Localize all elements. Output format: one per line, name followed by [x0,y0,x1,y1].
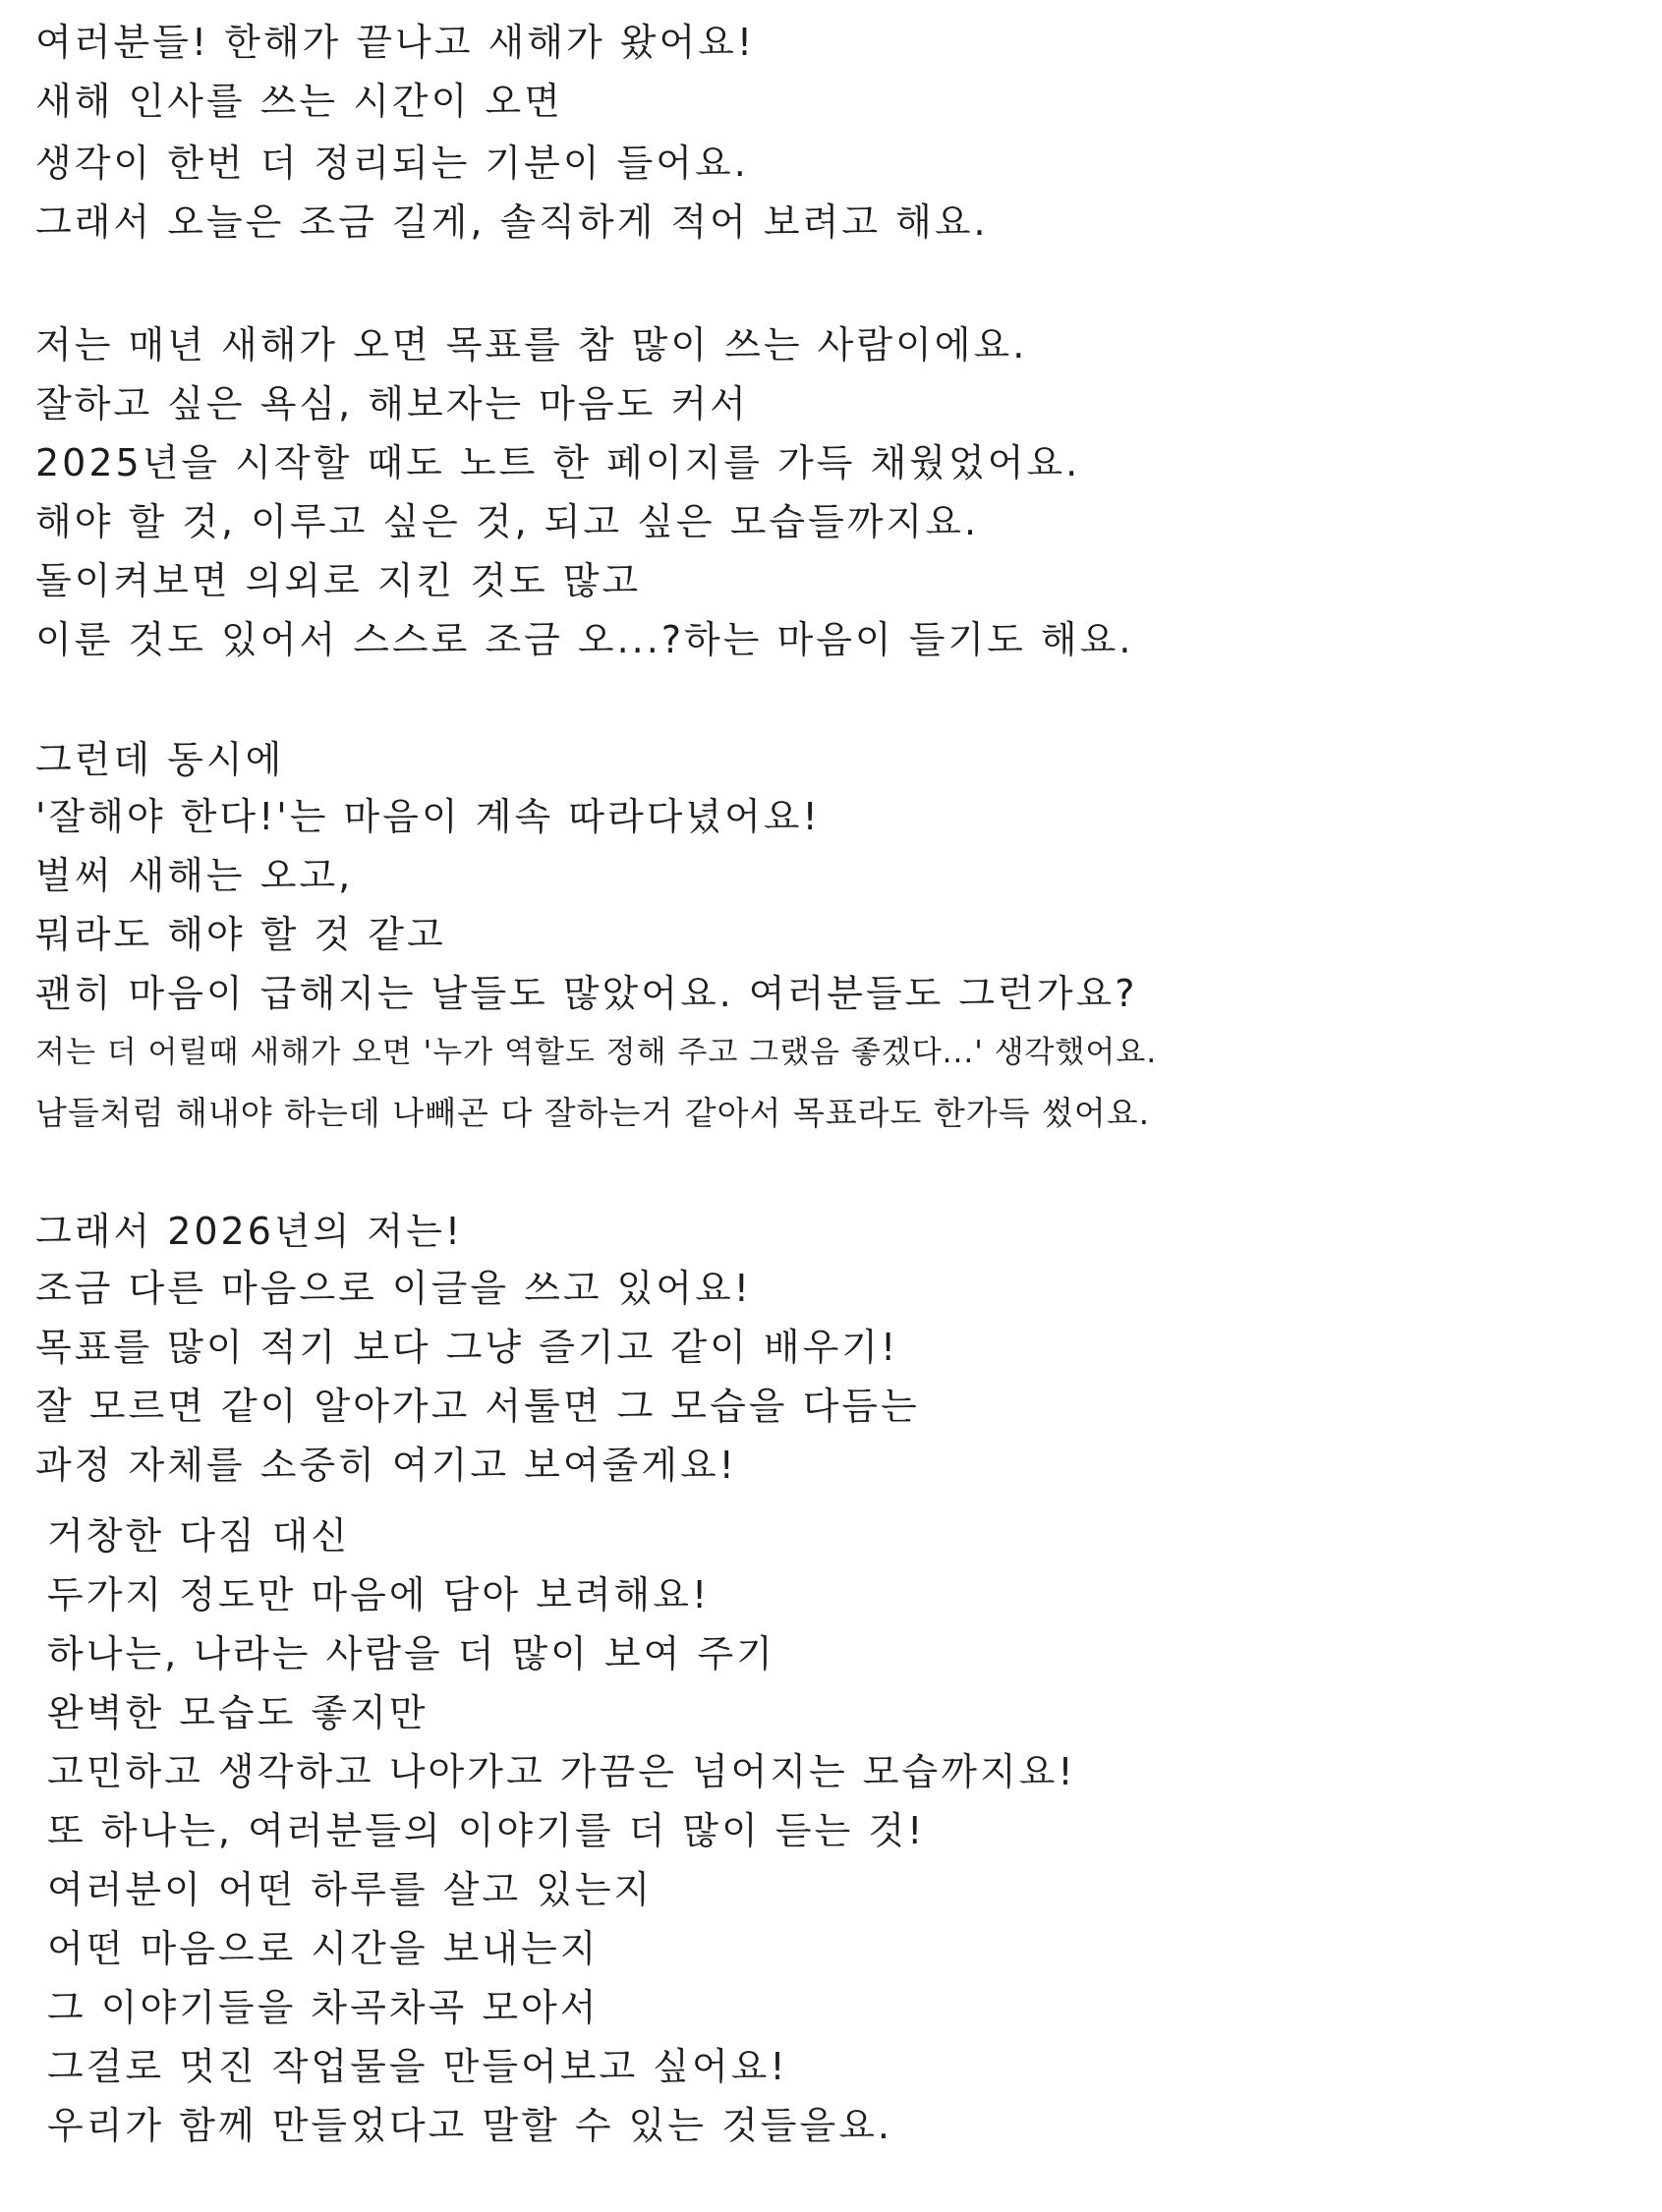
letter-line: 그래서 오늘은 조금 길게, 솔직하게 적어 보려고 해요. [35,200,989,244]
letter-line: 거창한 다짐 대신 [47,1514,351,1558]
letter-line: 남들처럼 해내야 하는데 나빼곤 다 잘하는거 같아서 목표라도 한가득 썼어요. [35,1094,1151,1132]
letter-line: 해야 할 것, 이루고 싶은 것, 되고 싶은 모습들까지요. [35,500,980,543]
letter-line: 잘 모르면 같이 알아가고 서툴면 그 모습을 다듬는 [35,1385,920,1428]
letter-line: 완벽한 모습도 좋지만 [47,1691,429,1734]
letter-line: 저는 더 어릴때 새해가 오면 '누가 역할도 정해 주고 그랬음 좋겠다...' 생각했어요. [35,1035,1158,1070]
letter-line: 조금 다른 마음으로 이글을 쓰고 있어요! [35,1267,752,1310]
letter-line: 잘하고 싶은 욕심, 해보자는 마음도 커서 [35,382,749,425]
letter-line: 저는 매년 새해가 오면 목표를 참 많이 쓰는 사람이에요. [35,323,1028,367]
letter-line: 생각이 한번 더 정리되는 기분이 들어요. [35,142,749,185]
letter-line: 고민하고 생각하고 나아가고 가끔은 넘어지는 모습까지요! [47,1750,1076,1793]
letter-line: 그래서 2026년의 저는! [35,1210,464,1253]
letter-line: 과정 자체를 소중히 여기고 보여줄게요! [35,1444,737,1487]
letter-line: 또 하나는, 여러분들의 이야기를 더 많이 듣는 것! [47,1809,926,1852]
letter-line: 새해 인사를 쓰는 시간이 오면 [35,80,563,123]
letter-line: 괜히 마음이 급해지는 날들도 많았어요. 여러분들도 그런가요? [35,972,1138,1015]
letter-line: 하나는, 나라는 사람을 더 많이 보여 주기 [47,1632,775,1675]
letter-line: 뭐라도 해야 할 것 같고 [35,913,446,956]
letter-line: 벌써 새해는 오고, [35,854,354,897]
letter-line: 우리가 함께 만들었다고 말할 수 있는 것들을요. [47,2104,893,2147]
letter-line: 2025년을 시작할 때도 노트 한 페이지를 가득 채웠었어요. [35,441,1081,484]
letter-line: 여러분들! 한해가 끝나고 새해가 왔어요! [35,21,756,64]
letter-line: 그 이야기들을 차곡차곡 모아서 [47,1986,600,2029]
letter-line: 이룬 것도 있어서 스스로 조금 오...?하는 마음이 들기도 해요. [35,618,1134,661]
letter-line: 두가지 정도만 마음에 담아 보려해요! [47,1573,711,1616]
letter-line: '잘해야 한다!'는 마음이 계속 따라다녔어요! [35,795,821,838]
letter-line: 목표를 많이 적기 보다 그냥 즐기고 같이 배우기! [35,1326,899,1369]
letter-line: 그걸로 멋진 작업물을 만들어보고 싶어요! [47,2045,788,2088]
letter-line: 돌이켜보면 의외로 지킨 것도 많고 [35,559,642,602]
letter-line: 여러분이 어떤 하루를 살고 있는지 [47,1868,654,1911]
letter-line: 어떤 마음으로 시간을 보내는지 [47,1927,600,1970]
letter-line: 그런데 동시에 [35,738,285,781]
